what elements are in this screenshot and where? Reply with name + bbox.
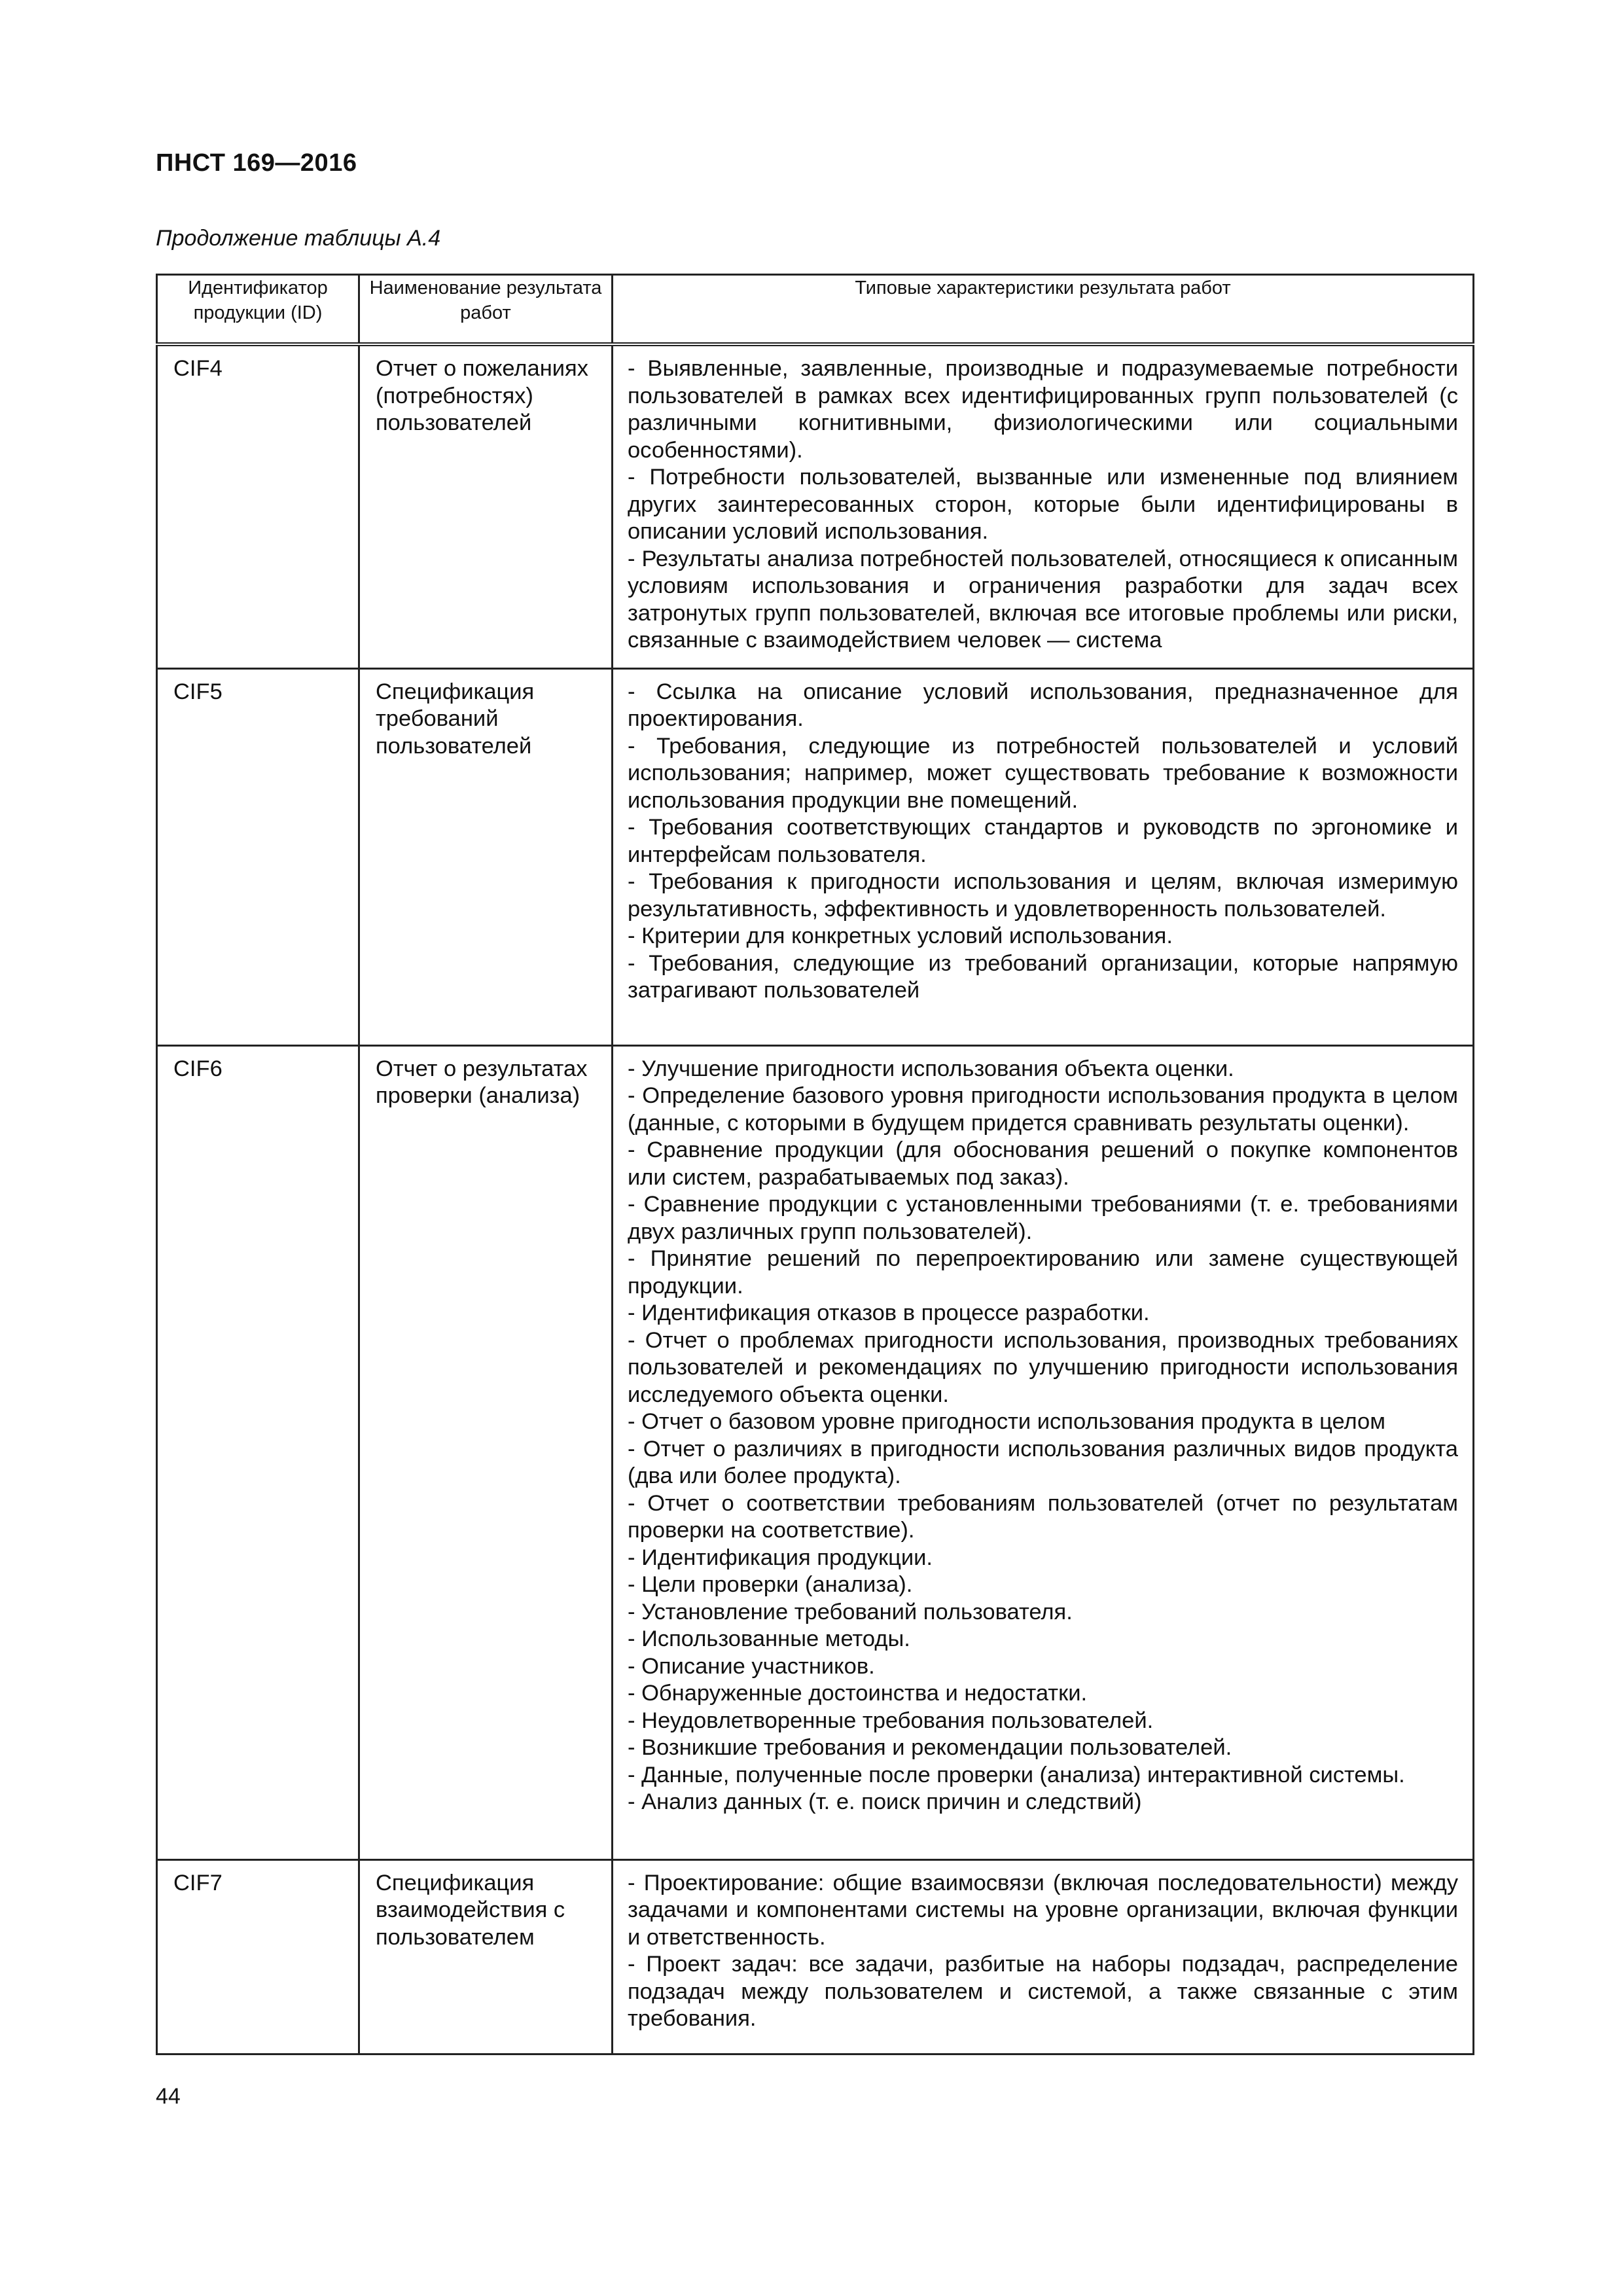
characteristic-item: - Анализ данных (т. е. поиск причин и следствий) — [628, 1789, 1142, 1814]
table-caption: Продолжение таблицы А.4 — [156, 226, 441, 251]
table-row — [157, 668, 1474, 1045]
characteristic-item: - Отчет о базовом уровне пригодности использования продукта в целом — [628, 1409, 1385, 1434]
characteristic-item: - Установление требований пользователя. — [628, 1599, 1073, 1624]
characteristic-item: - Использованные методы. — [628, 1626, 910, 1651]
table-row — [157, 1045, 1474, 1859]
characteristic-item: - Отчет о проблемах пригодности использования, производных требованиях пользователей и рекомендациях по улучшению пригодности использования исследуемого объекта оценки. — [628, 1327, 1458, 1407]
characteristic-item: - Проект задач: все задачи, разбитые на наборы подзадач, распределение подзадач между пользователем и системой, а также связанные с этим требования. — [628, 1952, 1458, 2031]
table-row — [157, 1859, 1474, 2054]
row-characteristics — [613, 1045, 1474, 1859]
document-code: ПНСТ 169—2016 — [156, 149, 357, 177]
characteristic-item: - Потребности пользователей, вызванные или измененные под влиянием других заинтересованных сторон, которые были идентифицированы в описании условий использования. — [628, 465, 1458, 544]
characteristic-item: - Критерии для конкретных условий использования. — [628, 924, 1173, 948]
characteristic-item: - Результаты анализа потребностей пользователей, относящиеся к описанным условиям использования и ограничения разработки для задач всех затронутых групп пользователей, включая все итоговые проблемы или риски, связанные с взаимодействием человек — система — [628, 546, 1458, 653]
table-row — [157, 344, 1474, 668]
characteristic-item: - Ссылка на описание условий использования, предназначенное для проектирования. — [628, 679, 1458, 731]
characteristic-item: - Требования, следующие из потребностей пользователей и условий использования; например, может существовать требование к возможности использования продукции вне помещений. — [628, 733, 1458, 813]
characteristic-item: - Отчет о различиях в пригодности использования различных видов продукта (два или более продукта). — [628, 1436, 1458, 1488]
characteristic-item: - Возникшие требования и рекомендации пользователей. — [628, 1735, 1232, 1760]
characteristic-item: - Требования, следующие из требований организации, которые напрямую затрагивают пользователей — [628, 950, 1458, 1003]
row-name: Отчет о пожеланиях (потребностях) пользователей — [359, 344, 613, 668]
header-result-name: Наименование результата работ — [359, 275, 613, 345]
row-id: CIF4 — [157, 344, 359, 668]
row-name: Спецификация взаимодействия с пользователем — [359, 1859, 613, 2054]
row-name: Отчет о результатах проверки (анализа) — [359, 1045, 613, 1859]
characteristic-item: - Отчет о соответствии требованиям пользователей (отчет по результатам проверки на соответствие). — [628, 1490, 1458, 1543]
characteristic-item: - Выявленные, заявленные, производные и подразумеваемые потребности пользователей в рамках всех идентифицированных групп пользователей (с различными когнитивными, физиологическими или социальными особенностями). — [628, 356, 1458, 463]
characteristic-item: - Идентификация отказов в процессе разработки. — [628, 1300, 1150, 1325]
row-id: CIF7 — [157, 1859, 359, 2054]
requirements-table — [156, 274, 1474, 2055]
row-characteristics — [613, 344, 1474, 668]
characteristic-item: - Сравнение продукции (для обоснования решений о покупке компонентов или систем, разрабатываемых под заказ). — [628, 1138, 1458, 1190]
characteristic-item: - Требования к пригодности использования и целям, включая измеримую результативность, эффективность и удовлетворенность пользователей. — [628, 869, 1458, 922]
header-characteristics: Типовые характеристики результата работ — [613, 275, 1474, 345]
characteristic-item: - Определение базового уровня пригодности использования продукта в целом (данные, с которыми в будущем придется сравнивать результаты оценки). — [628, 1083, 1458, 1136]
row-id: CIF5 — [157, 668, 359, 1045]
table-header-row — [157, 275, 1474, 345]
row-name: Спецификация требований пользователей — [359, 668, 613, 1045]
characteristic-item: - Идентификация продукции. — [628, 1545, 933, 1570]
row-id: CIF6 — [157, 1045, 359, 1859]
page-number: 44 — [156, 2084, 181, 2109]
header-product-id: Идентификатор продукции (ID) — [157, 275, 359, 345]
row-characteristics — [613, 668, 1474, 1045]
row-characteristics — [613, 1859, 1474, 2054]
characteristic-item: - Принятие решений по перепроектированию или замене существующей продукции. — [628, 1246, 1458, 1299]
characteristic-item: - Улучшение пригодности использования объекта оценки. — [628, 1056, 1234, 1081]
characteristic-item: - Описание участников. — [628, 1653, 875, 1679]
characteristic-item: - Сравнение продукции с установленными требованиями (т. е. требованиями двух различных групп пользователей). — [628, 1192, 1458, 1244]
characteristic-item: - Цели проверки (анализа). — [628, 1572, 913, 1597]
characteristic-item: - Обнаруженные достоинства и недостатки. — [628, 1681, 1088, 1706]
characteristic-item: - Данные, полученные после проверки (анализа) интерактивной системы. — [628, 1762, 1405, 1787]
characteristic-item: - Неудовлетворенные требования пользователей. — [628, 1708, 1154, 1733]
characteristic-item: - Требования соответствующих стандартов и руководств по эргономике и интерфейсам пользователя. — [628, 815, 1458, 867]
characteristic-item: - Проектирование: общие взаимосвязи (включая последовательности) между задачами и компонентами системы на уровне организации, включая функции и ответственность. — [628, 1870, 1458, 1950]
